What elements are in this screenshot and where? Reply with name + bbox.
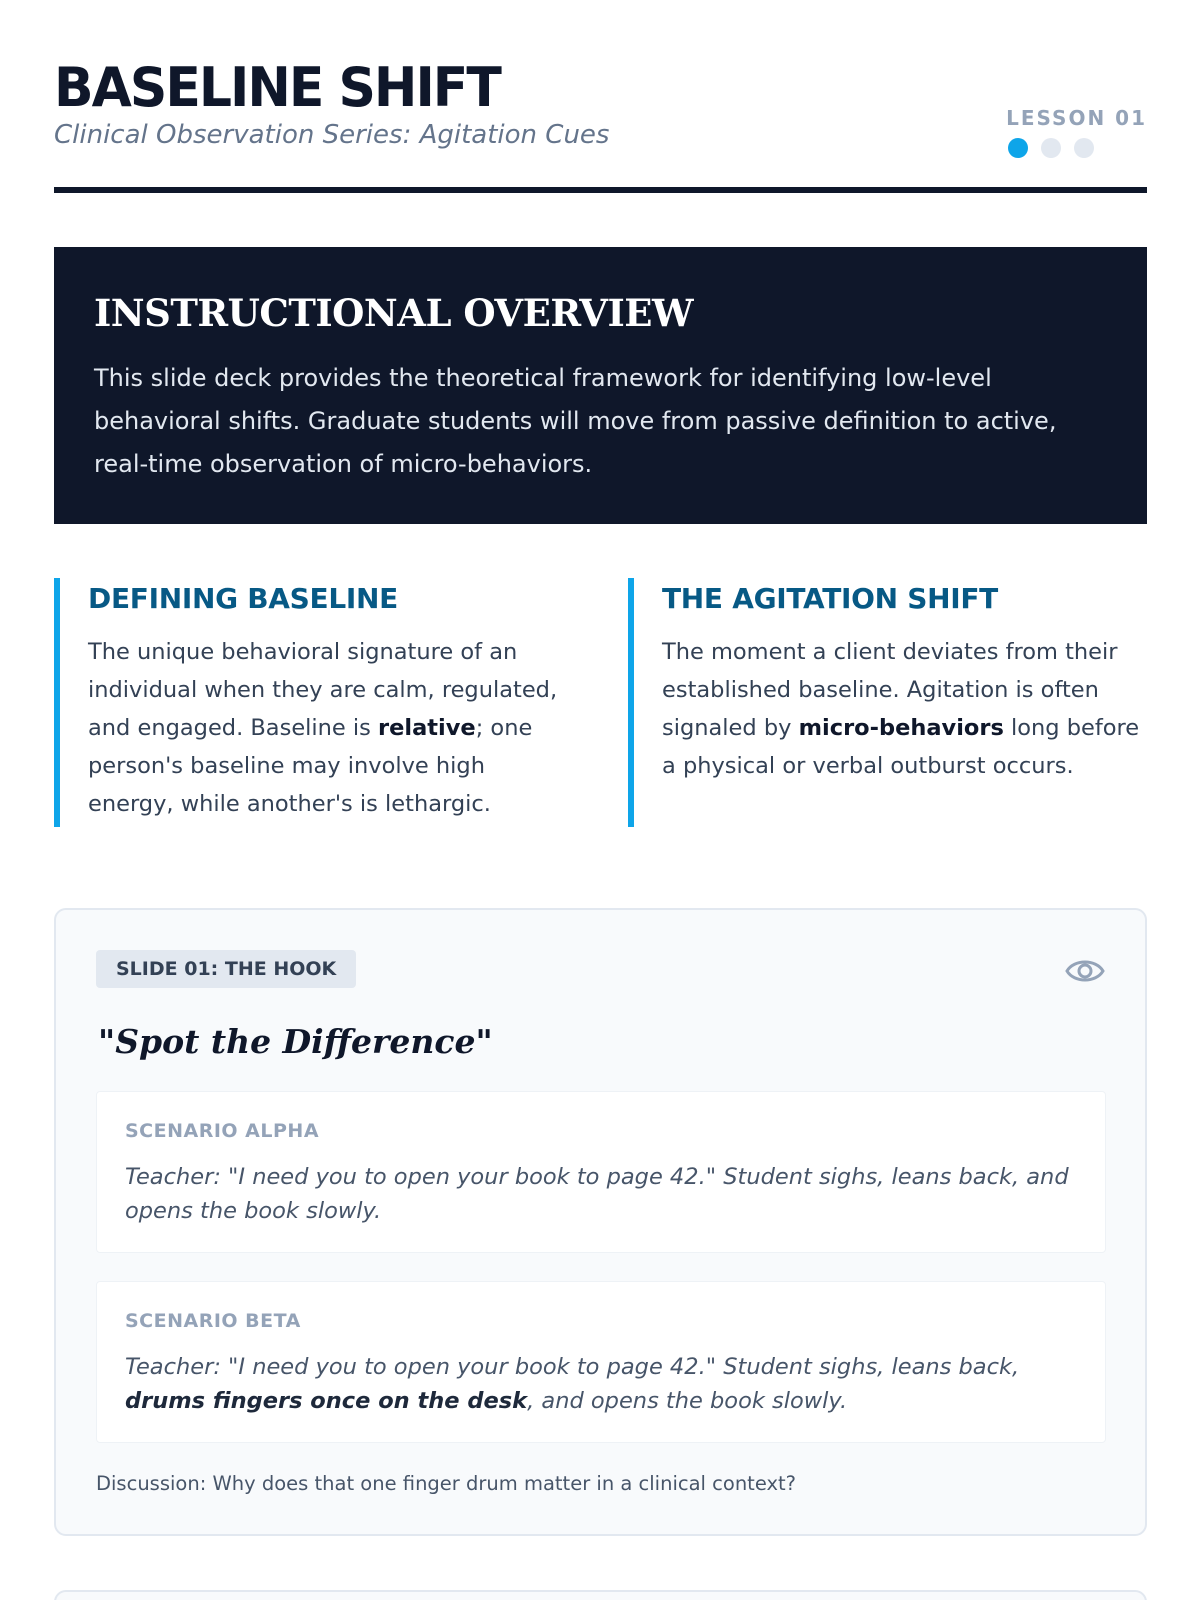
agitation-shift-column (628, 578, 1148, 827)
defining-baseline-column (54, 578, 574, 827)
shift-emphasis: micro-behaviors (798, 715, 1004, 741)
eye-icon[interactable] (1065, 954, 1105, 988)
scenario-text: Teacher: "I need you to open your book to page 42." Student sighs, leans back, and opens the book slowly. (125, 1164, 1069, 1224)
progress-dot-2[interactable] (1041, 138, 1061, 158)
progress-dot-1[interactable] (1008, 138, 1028, 158)
slide-tag: SLIDE 01: THE HOOK (96, 950, 356, 988)
lesson-indicator (1006, 106, 1147, 158)
scenario-text: Teacher: "I need you to open your book to page 42." Student sighs, leans back, drums fingers once on the desk, and opens the book slowly. (125, 1354, 1020, 1414)
scenario-label: SCENARIO BETA (125, 1310, 301, 1332)
lesson-label: LESSON 01 (1006, 106, 1147, 130)
progress-dots (1006, 138, 1147, 158)
discussion-prompt: Discussion: Why does that one finger drum matter in a clinical context? (96, 1472, 797, 1495)
scenario-alpha (96, 1091, 1106, 1253)
page-header (54, 58, 1147, 150)
page-subtitle: Clinical Observation Series: Agitation Cues (54, 120, 610, 150)
slide-title: "Spot the Difference" (98, 1022, 493, 1061)
slide-card (54, 908, 1147, 1536)
shift-body: The moment a client deviates from their established baseline. Agitation is often signaled by micro-behaviors long before a physical or verbal outburst occurs. (662, 639, 1140, 779)
overview-body: This slide deck provides the theoretical framework for identifying low-level behavioral shifts. Graduate students will move from passive definition to active, real-time observation of micro-behaviors. (94, 364, 1057, 478)
overview-heading: INSTRUCTIONAL OVERVIEW (94, 291, 694, 335)
instructional-overview (54, 247, 1147, 524)
page-title: BASELINE SHIFT (54, 56, 500, 120)
scenario-beta (96, 1281, 1106, 1443)
baseline-heading: DEFINING BASELINE (88, 582, 398, 615)
baseline-emphasis: relative (378, 715, 476, 741)
baseline-body: The unique behavioral signature of an individual when they are calm, regulated, and engaged. Baseline is relative; one person's baseline may involve high energy, while another's is lethargic. (88, 639, 558, 817)
scenario-label: SCENARIO ALPHA (125, 1120, 320, 1142)
header-divider (54, 187, 1147, 193)
scenario-emphasis: drums fingers once on the desk (125, 1388, 528, 1414)
progress-dot-3[interactable] (1074, 138, 1094, 158)
next-slide-card (54, 1590, 1147, 1600)
shift-heading: THE AGITATION SHIFT (662, 582, 998, 615)
